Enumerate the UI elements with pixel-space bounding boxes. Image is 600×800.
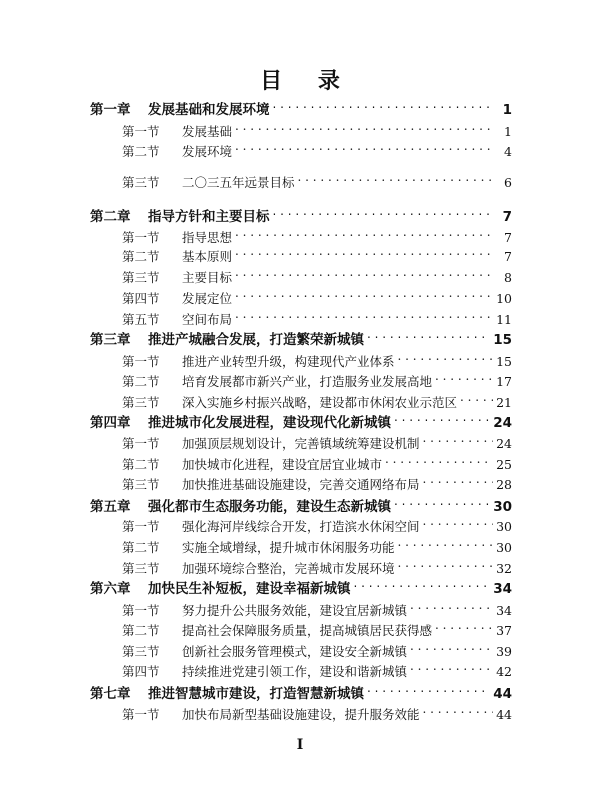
- toc-section-entry: [122, 595, 512, 618]
- dot-leader: [460, 387, 493, 407]
- dot-leader: [235, 283, 493, 303]
- section-number: 第五节: [122, 312, 160, 327]
- toc-chapter-entry: [90, 201, 512, 225]
- section-number: 第二节: [122, 457, 160, 472]
- toc-page-number: 30: [493, 499, 512, 515]
- section-title: 推进产业转型升级，构建现代产业体系: [182, 354, 395, 369]
- section-title: 努力提升公共服务效能，建设宜居新城镇: [182, 603, 408, 618]
- chapter-number: 第三章: [90, 332, 131, 348]
- dot-leader: [398, 553, 493, 573]
- toc-page-number: 15: [493, 332, 512, 348]
- section-title: 加强环境综合整治，完善城市发展环境: [182, 561, 395, 576]
- section-title: 基本原则: [182, 249, 233, 264]
- toc-page-number: 32: [496, 561, 512, 576]
- section-number: 第二节: [122, 623, 160, 638]
- toc-section-entry: [122, 262, 512, 285]
- section-title: 提高社会保障服务质量，提高城镇居民获得感: [182, 623, 433, 638]
- toc-chapter-entry: [90, 324, 512, 348]
- toc-section-entry: [122, 241, 512, 264]
- toc-page-number: 30: [496, 540, 512, 555]
- chapter-title: 发展基础和发展环境: [148, 102, 270, 118]
- chapter-title: 推进产城融合发展，打造繁荣新城镇: [148, 332, 364, 348]
- toc-page-number: 37: [496, 623, 512, 638]
- toc-page-number: 7: [504, 249, 512, 264]
- toc-section-entry: [122, 511, 512, 534]
- toc-section-entry: [122, 615, 512, 638]
- toc-page-number: 44: [493, 686, 512, 702]
- section-number: 第二节: [122, 144, 160, 159]
- dot-leader: [394, 407, 490, 427]
- dot-leader: [367, 678, 490, 698]
- dot-leader: [410, 636, 493, 656]
- dot-leader: [423, 699, 493, 719]
- toc-chapter-entry: [90, 573, 512, 597]
- section-title: 空间布局: [182, 312, 233, 327]
- toc-chapter-entry: [90, 407, 512, 431]
- toc-section-entry: [122, 346, 512, 369]
- section-number: 第四节: [122, 664, 160, 679]
- dot-leader: [298, 167, 493, 187]
- section-title: 主要目标: [182, 270, 233, 285]
- toc-section-entry: [122, 167, 512, 190]
- dot-leader: [423, 469, 493, 489]
- toc-page-number: 34: [496, 603, 512, 618]
- dot-leader: [423, 428, 493, 448]
- toc-page-number: 1: [504, 124, 512, 139]
- section-title: 指导思想: [182, 230, 233, 245]
- section-number: 第三节: [122, 270, 160, 285]
- toc-section-entry: [122, 222, 512, 245]
- toc-page-number: 4: [504, 144, 512, 159]
- chapter-number: 第二章: [90, 209, 131, 225]
- dot-leader: [367, 324, 490, 344]
- page-title: 目 录: [260, 69, 354, 94]
- toc-page-number: 39: [496, 644, 512, 659]
- toc-page-number: 6: [504, 175, 512, 190]
- section-title: 加快城市化进程，建设宜居宜业城市: [182, 457, 383, 472]
- section-number: 第二节: [122, 249, 160, 264]
- section-number: 第三节: [122, 561, 160, 576]
- section-title: 实施全域增绿，提升城市休闲服务功能: [182, 540, 395, 555]
- dot-leader: [394, 491, 490, 511]
- section-number: 第三节: [122, 395, 160, 410]
- section-title: 发展环境: [182, 144, 233, 159]
- dot-leader: [385, 449, 493, 469]
- toc-section-entry: [122, 428, 512, 451]
- section-title: 强化海河岸线综合开发，打造滨水休闲空间: [182, 519, 420, 534]
- dot-leader: [235, 304, 493, 324]
- toc-page-number: 21: [496, 395, 512, 410]
- toc-page-number: 24: [496, 436, 512, 451]
- toc-section-entry: [122, 283, 512, 306]
- dot-leader: [235, 262, 493, 282]
- chapter-title: 强化都市生态服务功能，建设生态新城镇: [148, 499, 391, 515]
- toc-section-entry: [122, 553, 512, 576]
- section-number: 第二节: [122, 540, 160, 555]
- dot-leader: [410, 656, 493, 676]
- section-title: 持续推进党建引领工作，建设和谐新城镇: [182, 664, 408, 679]
- section-number: 第一节: [122, 436, 160, 451]
- dot-leader: [435, 366, 493, 386]
- toc-section-entry: [122, 532, 512, 555]
- toc-page-number: 24: [493, 415, 512, 431]
- toc-section-entry: [122, 656, 512, 679]
- dot-leader: [273, 94, 494, 114]
- toc-page-number: 25: [496, 457, 512, 472]
- chapter-title: 加快民生补短板，建设幸福新城镇: [148, 581, 351, 597]
- section-number: 第三节: [122, 644, 160, 659]
- toc-page-number: 17: [496, 374, 512, 389]
- dot-leader: [435, 615, 493, 635]
- toc-page-number: 7: [502, 209, 512, 225]
- toc-page-number: 44: [496, 707, 512, 722]
- toc-chapter-entry: [90, 94, 512, 118]
- toc-page-number: 15: [496, 354, 512, 369]
- section-title: 加强顶层规划设计，完善镇域统筹建设机制: [182, 436, 420, 451]
- section-number: 第一节: [122, 707, 160, 722]
- toc-section-entry: [122, 387, 512, 410]
- section-title: 创新社会服务管理模式，建设安全新城镇: [182, 644, 408, 659]
- toc-chapter-entry: [90, 491, 512, 515]
- toc-page-number: 34: [493, 581, 512, 597]
- section-number: 第三节: [122, 175, 160, 190]
- section-title: 加快布局新型基础设施建设，提升服务效能: [182, 707, 420, 722]
- dot-leader: [398, 346, 493, 366]
- section-title: 深入实施乡村振兴战略，建设都市休闲农业示范区: [182, 395, 458, 410]
- chapter-number: 第六章: [90, 581, 131, 597]
- section-number: 第二节: [122, 374, 160, 389]
- dot-leader: [410, 595, 493, 615]
- toc-chapter-entry: [90, 678, 512, 702]
- dot-leader: [235, 241, 493, 261]
- toc-section-entry: [122, 469, 512, 492]
- section-number: 第一节: [122, 354, 160, 369]
- toc-page-number: 11: [496, 312, 512, 327]
- toc-section-entry: [122, 136, 512, 159]
- toc-page-number: 28: [496, 477, 512, 492]
- section-title: 发展基础: [182, 124, 233, 139]
- chapter-title: 推进城市化发展进程，建设现代化新城镇: [148, 415, 391, 431]
- section-title: 发展定位: [182, 291, 233, 306]
- section-title: 加快推进基础设施建设，完善交通网络布局: [182, 477, 420, 492]
- toc-section-entry: [122, 699, 512, 722]
- section-number: 第三节: [122, 477, 160, 492]
- toc-page-number: 42: [496, 664, 512, 679]
- section-number: 第一节: [122, 519, 160, 534]
- dot-leader: [423, 511, 493, 531]
- toc-page-number: 8: [504, 270, 512, 285]
- chapter-number: 第四章: [90, 415, 131, 431]
- chapter-number: 第七章: [90, 686, 131, 702]
- section-number: 第一节: [122, 230, 160, 245]
- dot-leader: [235, 222, 493, 242]
- dot-leader: [398, 532, 493, 552]
- toc-page-number: 1: [502, 102, 512, 118]
- toc-page-number: 10: [496, 291, 512, 306]
- toc-section-entry: [122, 449, 512, 472]
- dot-leader: [235, 136, 493, 156]
- toc-section-entry: [122, 636, 512, 659]
- toc-section-entry: [122, 366, 512, 389]
- chapter-title: 推进智慧城市建设，打造智慧新城镇: [148, 686, 364, 702]
- toc-page-number: 30: [496, 519, 512, 534]
- chapter-title: 指导方针和主要目标: [148, 209, 270, 225]
- section-number: 第四节: [122, 291, 160, 306]
- dot-leader: [235, 116, 493, 136]
- dot-leader: [273, 201, 494, 221]
- chapter-number: 第五章: [90, 499, 131, 515]
- section-title: 二〇三五年远景目标: [182, 175, 295, 190]
- chapter-number: 第一章: [90, 102, 131, 118]
- toc-section-entry: [122, 304, 512, 327]
- section-number: 第一节: [122, 603, 160, 618]
- toc-page-number: 7: [504, 230, 512, 245]
- dot-leader: [354, 573, 491, 593]
- page-number-footer: I: [296, 737, 304, 753]
- section-number: 第一节: [122, 124, 160, 139]
- section-title: 培育发展都市新兴产业，打造服务业发展高地: [182, 374, 433, 389]
- toc-section-entry: [122, 116, 512, 139]
